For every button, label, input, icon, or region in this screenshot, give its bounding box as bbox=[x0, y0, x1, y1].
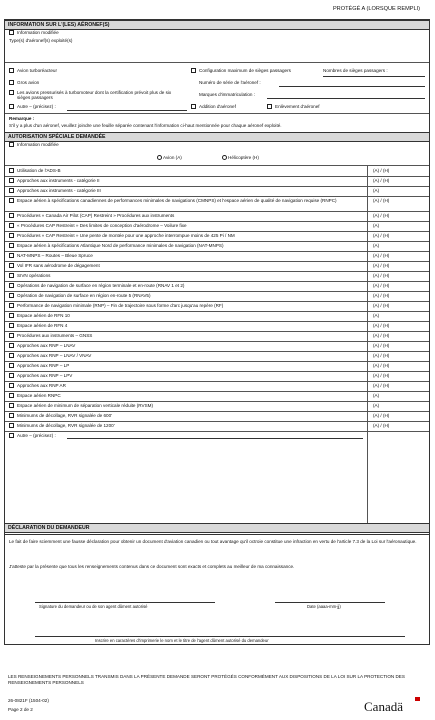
add-aircraft-label: Addition d'aéronef bbox=[199, 104, 236, 109]
authorization-label: Approches aux RNP – LNAV / VNAV bbox=[17, 352, 92, 358]
authorization-checkbox[interactable] bbox=[9, 263, 14, 268]
authorization-code: (A) / (H) bbox=[373, 332, 390, 338]
authorization-checkbox[interactable] bbox=[9, 383, 14, 388]
authorization-code: (A) / (H) bbox=[373, 372, 390, 378]
authorization-code: (A) / (H) bbox=[373, 352, 390, 358]
authorization-checkbox[interactable] bbox=[9, 353, 14, 358]
authorization-label: Espace aérien RNPC bbox=[17, 392, 61, 398]
authorization-code: (A) / (H) bbox=[373, 282, 390, 288]
authorization-code: (A) / (H) bbox=[373, 177, 390, 183]
authorization-checkbox[interactable] bbox=[9, 243, 14, 248]
canada-flag-icon bbox=[415, 697, 420, 701]
authorization-checkbox[interactable] bbox=[9, 233, 14, 238]
authorization-code: (A) / (H) bbox=[373, 262, 390, 268]
aircraft-info-modified-checkbox[interactable] bbox=[9, 30, 14, 35]
authorization-checkbox[interactable] bbox=[9, 423, 14, 428]
authorization-label: Approches aux instruments - catégorie II bbox=[17, 177, 100, 183]
authorization-checkbox[interactable] bbox=[9, 303, 14, 308]
remove-aircraft-checkbox[interactable] bbox=[267, 104, 272, 109]
authorization-checkbox[interactable] bbox=[9, 253, 14, 258]
authorization-checkbox[interactable] bbox=[9, 213, 14, 218]
authorization-code: (A) / (H) bbox=[373, 252, 390, 258]
pressurized-label: Les avions pressurisés à turbomoteur dont la certification prévoit plus de six sièges passagers bbox=[17, 90, 172, 101]
authorization-label: Approches aux RNP – LPV bbox=[17, 372, 73, 378]
authorization-checkbox[interactable] bbox=[9, 223, 14, 228]
authorization-code: (A) bbox=[373, 402, 380, 408]
helicopter-radio-label: Hélicoptère (H) bbox=[228, 155, 259, 160]
other-aircraft-field[interactable] bbox=[67, 110, 187, 111]
authorization-code: (A) / (H) bbox=[373, 362, 390, 368]
authorization-label: SIVN opérations bbox=[17, 272, 51, 278]
authorization-label: Espace aérien de RFN 10 bbox=[17, 312, 70, 318]
declaration-frame bbox=[4, 535, 430, 645]
airplane-radio-label: Avion (A) bbox=[163, 155, 182, 160]
other-authorization-label: Autre – (précisez) : bbox=[17, 432, 56, 438]
authorization-label: Minimums de décollage, RVR signalée de 1200' bbox=[17, 422, 115, 428]
special-info-modified-checkbox[interactable] bbox=[9, 142, 14, 147]
authorization-label: Procédures « CAP Restreint » Une pente de montée pour une approche interrompue moins de 425 Pi / NM bbox=[17, 232, 235, 238]
authorization-code: (A) / (H) bbox=[373, 212, 390, 218]
other-authorization-checkbox[interactable] bbox=[9, 433, 14, 438]
authorization-label: Procédures « Canada Air Pilot (CAP) Restreint » Procédures aux instruments bbox=[17, 212, 175, 218]
special-info-modified-label: Information modifiée bbox=[17, 142, 59, 147]
big-aircraft-checkbox[interactable] bbox=[9, 80, 14, 85]
authorization-checkbox[interactable] bbox=[9, 273, 14, 278]
authorization-code: (A) / (H) bbox=[373, 272, 390, 278]
authorization-checkbox[interactable] bbox=[9, 393, 14, 398]
authorization-label: NAT-MNPS – Routes – Bleue Spruce bbox=[17, 252, 93, 258]
authorization-label: Utilisation de l'ADS-B bbox=[17, 167, 61, 173]
authorization-checkbox[interactable] bbox=[9, 168, 14, 173]
authorization-label: Approches aux RNP AR bbox=[17, 382, 66, 388]
declaration-section-title: DÉCLARATION DU DEMANDEUR bbox=[5, 523, 429, 533]
seat-count-label: Nombres de sièges passagers : bbox=[323, 68, 388, 73]
authorization-label: Espace aérien de minimum de séparation verticale réduite (RVSM) bbox=[17, 402, 154, 408]
declaration-text-1: Le fait de faire sciemment une fausse déclaration pour obtenir un document d'aviation canadien ou tout avantage qu'il octroie constitue une infraction en vertu de l'article 7.3 de la Loi sur l'aéronautique. bbox=[9, 539, 417, 544]
helicopter-radio[interactable] bbox=[222, 155, 227, 160]
signature-field[interactable] bbox=[35, 602, 215, 603]
declaration-text-2: J'atteste par la présente que tous les renseignements contenus dans ce document sont exacts et complets au meilleur de ma connaissance. bbox=[9, 564, 295, 569]
page-number: Page 2 de 2 bbox=[8, 707, 33, 712]
authorization-label: Approches aux instruments - catégorie III bbox=[17, 187, 101, 193]
authorization-checkbox[interactable] bbox=[9, 293, 14, 298]
authorization-label: Espace aérien à spécifications canadiennes de performances minimales de navigations (CMNPS) et l'espace aérien de qualité de navigation requise (RNPC) bbox=[17, 197, 337, 203]
authorization-checkbox[interactable] bbox=[9, 323, 14, 328]
authorization-code: (A) / (H) bbox=[373, 197, 390, 203]
authorization-label: Approches aux RNP – LNAV bbox=[17, 342, 76, 348]
authorization-checkbox[interactable] bbox=[9, 343, 14, 348]
remark-text: S'il y a plus d'un aéronef, veuillez joindre une feuille séparée contenant l'information ci-haut mentionnée pour chaque aéronef exploité. bbox=[9, 123, 282, 128]
authorization-label: Opération de navigation de surface en région en-route 5 (RNAV5) bbox=[17, 292, 151, 298]
authorization-code: (A) bbox=[373, 392, 380, 398]
authorization-checkbox[interactable] bbox=[9, 363, 14, 368]
authorization-label: Vol IFR sans aérodrome de dégagement bbox=[17, 262, 100, 268]
authorization-checkbox[interactable] bbox=[9, 188, 14, 193]
airplane-radio[interactable] bbox=[157, 155, 162, 160]
authorization-checkbox[interactable] bbox=[9, 283, 14, 288]
authorization-label: Performance de navigation minimale (RNP) – Fin de trajectoire sous forme d'arc jusqu'au repère (RF) bbox=[17, 302, 224, 308]
authorization-code: (A) / (H) bbox=[373, 232, 390, 238]
privacy-notice: LES RENSEIGNEMENTS PERSONNELS TRANSMIS DANS LA PRÉSENTE DEMANDE SERONT PROTÉGÉS CONFORMÉMENT AUX DISPOSITIONS DE LA LOI SUR LA PROTECTION DES RENSEIGNEMENTS PERSONNELS bbox=[8, 674, 405, 685]
authorization-code: (A) / (H) bbox=[373, 342, 390, 348]
serial-label: Numéro de série de l'aéronef : bbox=[199, 80, 261, 85]
authorization-code: (A) bbox=[373, 312, 380, 318]
authorization-code: (A) bbox=[373, 187, 380, 193]
date-label: Date (aaaa-mm-jj) bbox=[307, 604, 341, 609]
other-authorization-field[interactable] bbox=[67, 438, 363, 439]
authorization-code: (A) / (H) bbox=[373, 412, 390, 418]
authorization-code: (A) bbox=[373, 222, 380, 228]
authorization-checkbox[interactable] bbox=[9, 333, 14, 338]
authorization-code: (A) bbox=[373, 242, 380, 248]
aircraft-info-modified-label: Information modifiée bbox=[17, 30, 59, 35]
authorization-label: « Procédures CAP Restreint » Des limites de conception d'aérodrome – Voilure fixe bbox=[17, 222, 187, 228]
turbo-label: Avion turboréacteur bbox=[17, 68, 58, 73]
add-aircraft-checkbox[interactable] bbox=[191, 104, 196, 109]
authorization-code: (A) / (H) bbox=[373, 382, 390, 388]
authorization-label: Procédures aux instruments – GNSS bbox=[17, 332, 93, 338]
authorization-checkbox[interactable] bbox=[9, 403, 14, 408]
authorization-code: (A) / (H) bbox=[373, 302, 390, 308]
authorization-checkbox[interactable] bbox=[9, 313, 14, 318]
authorization-label: Minimums de décollage, RVR signalée de 600' bbox=[17, 412, 113, 418]
remark-title: Remarque : bbox=[9, 116, 35, 121]
row-divider bbox=[5, 431, 429, 432]
registration-field[interactable] bbox=[267, 98, 425, 99]
canada-wordmark: Canadä bbox=[364, 699, 403, 714]
signature-label: Signature du demandeur ou de son agent dûment autorisé bbox=[39, 604, 148, 609]
authorization-code: (A) / (H) bbox=[373, 322, 390, 328]
remove-aircraft-label: Enlèvement d'aéronef bbox=[275, 104, 320, 109]
date-field[interactable] bbox=[275, 602, 385, 603]
other-aircraft-checkbox[interactable] bbox=[9, 104, 14, 109]
big-aircraft-label: Gros avion bbox=[17, 80, 40, 85]
authorization-code: (A) / (H) bbox=[373, 422, 390, 428]
special-section-title: AUTORISATION SPÉCIALE DEMANDÉE bbox=[5, 132, 429, 142]
authorization-label: Espace aérien à spécifications Atlantique Nord de performance minimales de navigation (NAT-MNPS) bbox=[17, 242, 224, 248]
config-checkbox[interactable] bbox=[191, 68, 196, 73]
other-aircraft-label: Autre – (précisez) : bbox=[17, 104, 56, 109]
protection-notice: PROTÉGÉ A (LORSQUE REMPLI) bbox=[332, 6, 420, 12]
authorization-code: (A) / (H) bbox=[373, 292, 390, 298]
authorization-checkbox[interactable] bbox=[9, 413, 14, 418]
aircraft-section-title: INFORMATION SUR L'(LES) AÉRONEF(S) bbox=[5, 20, 429, 30]
registration-label: Marques d'immatriculation : bbox=[199, 92, 256, 97]
aircraft-type-label: Type(s) d'aéronef(s) exploité(s) bbox=[9, 38, 73, 43]
turbo-checkbox[interactable] bbox=[9, 68, 14, 73]
serial-field[interactable] bbox=[279, 86, 425, 87]
authorization-code: (A) / (H) bbox=[373, 167, 390, 173]
authorization-label: Approches aux RNP – LP bbox=[17, 362, 70, 368]
authorization-checkbox[interactable] bbox=[9, 198, 14, 203]
print-name-label: Inscrire en caractères d'imprimerie le nom et le titre de l'agent dûment autorisé du demandeur bbox=[95, 638, 269, 643]
pressurized-checkbox[interactable] bbox=[9, 90, 14, 95]
form-frame bbox=[4, 19, 430, 535]
config-label: Configuration maximum de sièges passagers bbox=[199, 68, 291, 73]
form-number: 26-0821F (1504-02) bbox=[8, 698, 49, 703]
print-name-field[interactable] bbox=[35, 636, 405, 637]
authorization-label: Espace aérien de RFN 4 bbox=[17, 322, 68, 328]
authorization-checkbox[interactable] bbox=[9, 178, 14, 183]
seat-count-field[interactable] bbox=[323, 76, 425, 77]
authorization-label: Opérations de navigation de surface en région terminale et en-route (RNAV 1 et 2) bbox=[17, 282, 185, 288]
code-column-divider bbox=[367, 165, 368, 523]
authorization-checkbox[interactable] bbox=[9, 373, 14, 378]
